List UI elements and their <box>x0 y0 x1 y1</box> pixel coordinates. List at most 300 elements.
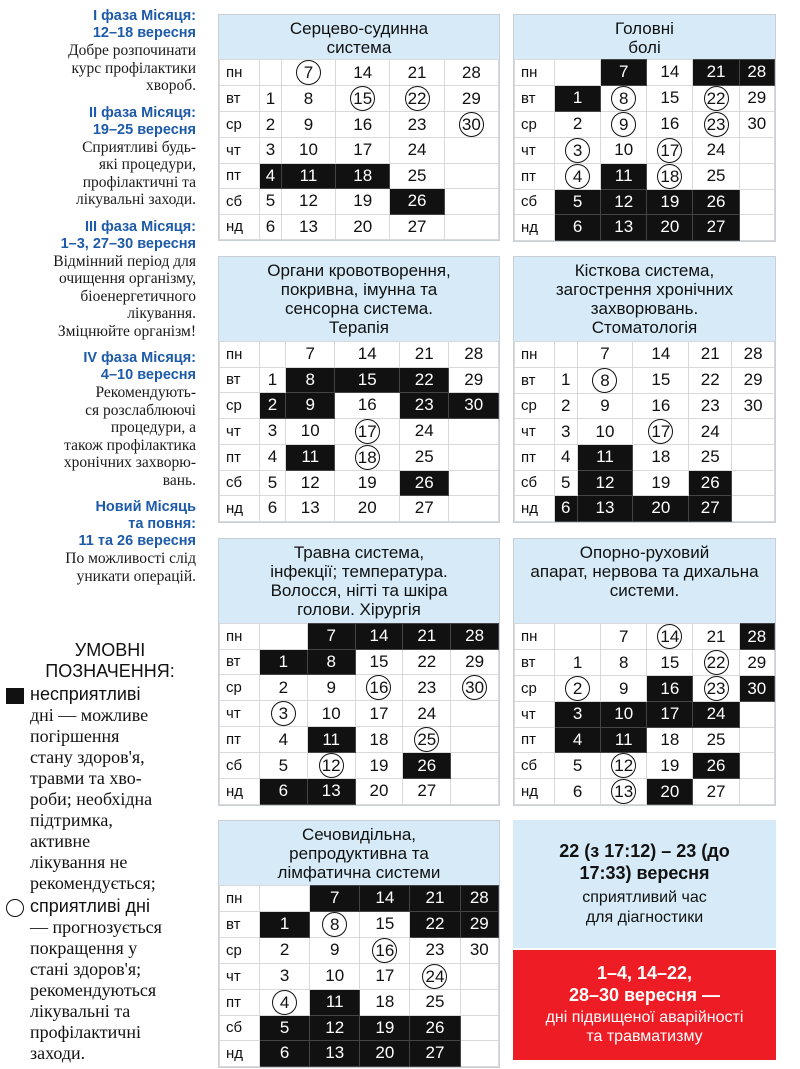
calendar-day-cell <box>260 989 310 1015</box>
calendar-day-cell <box>285 342 334 368</box>
legend-unfavorable <box>0 684 200 894</box>
calendar-day-cell <box>336 189 390 215</box>
calendar-day-cell <box>732 496 775 522</box>
calendar-day-cell <box>335 496 400 522</box>
day-number: 30 <box>464 395 484 415</box>
weekday-label: ср <box>220 112 260 138</box>
day-number: 3 <box>271 701 296 726</box>
calendar-day-cell <box>693 60 739 86</box>
day-number: 12 <box>300 472 320 492</box>
day-number: 17 <box>355 419 380 444</box>
weekday-label: сб <box>220 470 260 496</box>
day-number: 14 <box>657 624 682 649</box>
calendar-row <box>515 470 775 496</box>
day-number: 17 <box>369 703 389 723</box>
day-number: 20 <box>660 217 680 237</box>
day-number: 12 <box>595 472 615 492</box>
calendar-day-cell <box>577 342 633 368</box>
calendar-row <box>515 215 775 241</box>
calendar-day-cell <box>739 60 774 86</box>
calendar-day-cell <box>360 911 410 937</box>
day-number: 2 <box>278 677 289 697</box>
calendar-day-cell <box>281 60 335 86</box>
calendar-day-cell <box>260 342 286 368</box>
day-number: 20 <box>357 498 377 518</box>
calendar-day-cell <box>647 137 693 163</box>
calendar-day-cell <box>260 1041 310 1067</box>
calendar-day-cell <box>310 989 360 1015</box>
weekday-label: сб <box>220 189 260 215</box>
day-number: 8 <box>305 369 315 389</box>
day-number: 19 <box>660 191 680 211</box>
table-headaches <box>513 14 776 242</box>
day-number: 14 <box>353 62 373 82</box>
table-hematopoiesis-therapy <box>218 256 500 523</box>
calendar-day-cell <box>360 1041 410 1067</box>
calendar-day-cell <box>281 163 335 189</box>
calendar-day-cell <box>451 701 499 727</box>
day-number: 5 <box>572 191 583 211</box>
calendar-grid <box>514 623 775 805</box>
calendar-day-cell <box>601 702 647 728</box>
calendar-row <box>515 60 775 86</box>
calendar-day-cell <box>601 137 647 163</box>
day-number: 5 <box>279 1017 290 1037</box>
calendar-grid <box>219 885 499 1067</box>
calendar-row <box>220 1015 499 1041</box>
day-number: 30 <box>462 675 487 700</box>
day-number: 16 <box>660 114 680 133</box>
calendar-day-cell <box>693 111 739 137</box>
calendar-day-cell <box>732 393 775 419</box>
day-number: 2 <box>267 395 278 415</box>
weekday-label: пн <box>220 342 260 368</box>
calendar-day-cell <box>647 189 693 215</box>
table-title: Головні болі <box>514 15 775 59</box>
calendar-day-cell <box>555 650 601 676</box>
day-number: 17 <box>660 704 680 724</box>
weekday-label: пн <box>515 624 555 650</box>
weekday-label: чт <box>515 419 555 445</box>
calendar-grid <box>514 341 775 522</box>
day-number: 12 <box>319 753 344 778</box>
day-number: 11 <box>325 992 344 1011</box>
moon-phase-2 <box>0 105 196 209</box>
calendar-day-cell <box>739 111 774 137</box>
calendar-day-cell <box>451 624 499 650</box>
calendar-row <box>515 650 775 676</box>
day-number: 21 <box>407 62 427 82</box>
day-number: 30 <box>747 114 767 133</box>
calendar-day-cell <box>451 727 499 753</box>
calendar-row <box>515 163 775 189</box>
calendar-day-cell <box>732 367 775 393</box>
day-number: 1 <box>572 652 583 672</box>
weekday-label: пт <box>220 727 260 753</box>
calendar-day-cell <box>260 675 308 701</box>
calendar-row <box>220 470 499 496</box>
phase-title: II фаза Місяця: 19–25 вересня <box>89 104 196 138</box>
calendar-row <box>220 444 499 470</box>
calendar-day-cell <box>601 85 647 111</box>
phase-text: Добре розпочинати курс профілактики хвороб. <box>68 42 196 94</box>
day-number: 15 <box>369 651 389 671</box>
calendar-day-cell <box>403 779 451 805</box>
calendar-day-cell <box>601 650 647 676</box>
calendar-row <box>220 1041 499 1067</box>
calendar-day-cell <box>689 367 732 393</box>
day-number: 4 <box>561 447 571 467</box>
calendar-day-cell <box>577 419 633 445</box>
calendar-day-cell <box>577 496 633 522</box>
day-number: 19 <box>651 472 671 492</box>
day-number: 29 <box>743 370 763 389</box>
calendar-row <box>220 779 499 805</box>
calendar-day-cell <box>647 753 693 779</box>
day-number: 25 <box>414 727 439 752</box>
day-number: 7 <box>619 62 629 82</box>
calendar-day-cell <box>260 163 282 189</box>
day-number: 9 <box>600 395 610 415</box>
calendar-day-cell <box>285 496 334 522</box>
calendar-day-cell <box>693 624 739 650</box>
day-number: 8 <box>592 368 617 393</box>
calendar-row <box>515 419 775 445</box>
calendar-day-cell <box>739 753 774 779</box>
calendar-day-cell <box>360 886 410 912</box>
day-number: 16 <box>353 114 373 134</box>
calendar-row <box>515 137 775 163</box>
calendar-row <box>515 727 775 753</box>
calendar-day-cell <box>451 753 499 779</box>
calendar-day-cell <box>460 1041 498 1067</box>
day-number: 2 <box>279 940 290 959</box>
day-number: 6 <box>265 216 276 236</box>
calendar-day-cell <box>260 470 286 496</box>
calendar-day-cell <box>444 138 498 164</box>
calendar-day-cell <box>400 393 449 419</box>
day-number: 18 <box>355 445 380 470</box>
calendar-day-cell <box>444 214 498 240</box>
day-number: 29 <box>747 652 767 672</box>
calendar-day-cell <box>360 963 410 989</box>
day-number: 22 <box>704 650 729 675</box>
day-number: 10 <box>321 703 341 723</box>
calendar-day-cell <box>647 702 693 728</box>
day-number: 11 <box>322 729 341 749</box>
day-number: 13 <box>611 779 636 804</box>
day-number: 17 <box>353 140 373 160</box>
day-number: 28 <box>465 626 485 646</box>
calendar-day-cell <box>555 163 601 189</box>
calendar-day-cell <box>449 342 499 368</box>
day-number: 18 <box>375 992 395 1011</box>
calendar-day-cell <box>739 189 774 215</box>
phase-text: Сприятливі будь- які процедури, профілактичні та лікувальні заходи. <box>75 138 196 208</box>
day-number: 30 <box>743 395 763 415</box>
calendar-row <box>515 367 775 393</box>
moon-phases-column <box>0 8 196 595</box>
day-number: 1 <box>278 651 289 671</box>
calendar-day-cell <box>390 214 444 240</box>
calendar-day-cell <box>260 911 310 937</box>
weekday-label: пн <box>515 342 555 368</box>
calendar-row <box>220 138 499 164</box>
calendar-day-cell <box>403 649 451 675</box>
calendar-row <box>515 445 775 471</box>
weekday-label: вт <box>515 650 555 676</box>
circle-icon <box>6 899 24 917</box>
calendar-day-cell <box>400 470 449 496</box>
day-number: 15 <box>651 370 671 389</box>
table-title: Органи кровотворення, покривна, імунна та сенсорна система. Терапія <box>219 257 499 341</box>
calendar-day-cell <box>260 727 308 753</box>
calendar-day-cell <box>693 650 739 676</box>
day-number: 22 <box>405 86 430 111</box>
table-title: Сечовидільна, репродуктивна та лімфатична системи <box>219 821 499 885</box>
calendar-day-cell <box>739 137 774 163</box>
calendar-day-cell <box>335 418 400 444</box>
calendar-day-cell <box>601 624 647 650</box>
day-number: 10 <box>614 704 634 724</box>
weekday-label: чт <box>220 963 260 989</box>
calendar-day-cell <box>739 727 774 753</box>
weekday-label: сб <box>515 189 555 215</box>
weekday-label: ср <box>220 937 260 963</box>
table-title: Травна система, інфекції; температура. Волосся, нігті та шкіра голови. Хірургія <box>219 539 499 623</box>
calendar-day-cell <box>260 937 310 963</box>
calendar-day-cell <box>693 676 739 702</box>
day-number: 20 <box>375 1043 395 1063</box>
day-number: 19 <box>353 191 373 211</box>
calendar-row <box>515 393 775 419</box>
calendar-day-cell <box>460 989 498 1015</box>
calendar-day-cell <box>555 753 601 779</box>
calendar-day-cell <box>633 342 689 368</box>
calendar-day-cell <box>633 393 689 419</box>
calendar-day-cell <box>335 470 400 496</box>
calendar-day-cell <box>403 727 451 753</box>
diagnostics-text: сприятливий час для діагностики <box>582 889 707 926</box>
calendar-row <box>220 753 499 779</box>
calendar-day-cell <box>577 367 633 393</box>
calendar-day-cell <box>336 86 390 112</box>
day-number: 1 <box>267 369 278 389</box>
day-number: 5 <box>278 755 289 775</box>
day-number: 30 <box>747 678 767 698</box>
day-number: 23 <box>700 395 720 415</box>
calendar-day-cell <box>400 342 449 368</box>
calendar-day-cell <box>555 496 578 522</box>
day-number: 18 <box>369 729 389 749</box>
calendar-day-cell <box>555 85 601 111</box>
day-number: 13 <box>614 217 634 237</box>
calendar-day-cell <box>689 342 732 368</box>
calendar-day-cell <box>355 779 403 805</box>
calendar-day-cell <box>307 675 355 701</box>
day-number: 16 <box>372 938 397 963</box>
calendar-row <box>220 911 499 937</box>
weekday-label: вт <box>220 911 260 937</box>
day-number: 8 <box>619 652 629 672</box>
day-number: 10 <box>300 421 320 440</box>
day-number: 11 <box>596 447 614 467</box>
calendar-day-cell <box>577 470 633 496</box>
table-cardiovascular <box>218 14 500 241</box>
day-number: 28 <box>743 344 763 364</box>
calendar-day-cell <box>647 624 693 650</box>
weekday-label: чт <box>220 418 260 444</box>
calendar-day-cell <box>601 60 647 86</box>
calendar-day-cell <box>260 963 310 989</box>
calendar-day-cell <box>410 963 460 989</box>
calendar-day-cell <box>460 1015 498 1041</box>
day-number: 17 <box>657 138 682 163</box>
day-number: 7 <box>619 626 629 646</box>
calendar-day-cell <box>555 393 578 419</box>
calendar-day-cell <box>739 650 774 676</box>
weekday-label: нд <box>220 1041 260 1067</box>
day-number: 3 <box>565 138 590 163</box>
calendar-day-cell <box>355 649 403 675</box>
day-number: 15 <box>375 914 395 933</box>
calendar-day-cell <box>260 779 308 805</box>
day-number: 1 <box>279 914 290 933</box>
day-number: 27 <box>706 781 726 801</box>
day-number: 20 <box>660 781 680 801</box>
calendar-day-cell <box>360 1015 410 1041</box>
day-number: 23 <box>425 940 445 959</box>
diagnostics-box <box>513 820 776 948</box>
day-number: 5 <box>265 191 276 211</box>
moon-phase-new-full <box>0 499 196 585</box>
calendar-day-cell <box>307 779 355 805</box>
calendar-day-cell <box>260 496 286 522</box>
day-number: 2 <box>561 395 571 415</box>
calendar-row <box>220 701 499 727</box>
calendar-day-cell <box>555 111 601 137</box>
weekday-label: нд <box>515 215 555 241</box>
calendar-day-cell <box>355 624 403 650</box>
calendar-day-cell <box>307 727 355 753</box>
calendar-day-cell <box>336 138 390 164</box>
day-number: 28 <box>461 62 481 82</box>
calendar-day-cell <box>281 86 335 112</box>
calendar-day-cell <box>555 702 601 728</box>
calendar-row <box>220 393 499 419</box>
calendar-day-cell <box>449 470 499 496</box>
day-number: 1 <box>561 370 571 389</box>
calendar-day-cell <box>400 367 449 393</box>
day-number: 23 <box>704 112 729 137</box>
calendar-day-cell <box>739 779 774 805</box>
weekday-label: сб <box>515 753 555 779</box>
calendar-day-cell <box>307 624 355 650</box>
calendar-day-cell <box>400 496 449 522</box>
calendar-day-cell <box>577 445 633 471</box>
day-number: 22 <box>414 369 434 389</box>
calendar-grid <box>514 59 775 241</box>
calendar-day-cell <box>281 138 335 164</box>
phase-title: I фаза Місяця: 12–18 вересня <box>92 8 196 41</box>
calendar-row <box>220 60 499 86</box>
calendar-day-cell <box>555 419 578 445</box>
day-number: 4 <box>267 447 278 466</box>
phase-title: III фаза Місяця: 1–3, 27–30 вересня <box>60 218 196 252</box>
day-number: 21 <box>700 344 720 364</box>
calendar-day-cell <box>260 418 286 444</box>
day-number: 3 <box>265 140 276 160</box>
day-number: 4 <box>572 729 583 749</box>
day-number: 23 <box>414 395 434 415</box>
table-urinary-reproductive <box>218 820 500 1068</box>
calendar-day-cell <box>689 496 732 522</box>
calendar-row <box>515 624 775 650</box>
day-number: 19 <box>375 1017 395 1037</box>
calendar-day-cell <box>355 727 403 753</box>
calendar-day-cell <box>390 60 444 86</box>
calendar-day-cell <box>449 444 499 470</box>
calendar-day-cell <box>260 701 308 727</box>
calendar-day-cell <box>647 85 693 111</box>
day-number: 8 <box>326 651 336 671</box>
day-number: 4 <box>265 165 276 185</box>
calendar-day-cell <box>693 85 739 111</box>
calendar-day-cell <box>335 393 400 419</box>
day-number: 8 <box>611 86 636 111</box>
accident-risk-box <box>513 950 776 1060</box>
day-number: 3 <box>572 704 583 724</box>
day-number: 19 <box>357 472 377 492</box>
calendar-day-cell <box>335 444 400 470</box>
day-number: 28 <box>469 888 489 908</box>
day-number: 16 <box>357 395 377 415</box>
calendar-day-cell <box>451 675 499 701</box>
calendar-day-cell <box>601 727 647 753</box>
day-number: 15 <box>660 652 680 672</box>
calendar-row <box>220 937 499 963</box>
day-number: 14 <box>369 626 389 646</box>
table-title: Опорно-руховий апарат, нервова та дихальна системи. <box>514 539 775 623</box>
day-number: 7 <box>600 344 610 364</box>
day-number: 28 <box>747 626 767 646</box>
day-number: 6 <box>279 1043 290 1063</box>
phase-text: Відмінний період для очищення організму, біоенергетичного лікування. Зміцнюйте організм! <box>53 252 196 340</box>
day-number: 9 <box>305 395 315 415</box>
calendar-day-cell <box>410 911 460 937</box>
weekday-label: нд <box>515 496 555 522</box>
weekday-label: ср <box>515 676 555 702</box>
calendar-day-cell <box>689 419 732 445</box>
weekday-label: пт <box>515 163 555 189</box>
calendar-row <box>220 496 499 522</box>
day-number: 21 <box>706 626 726 646</box>
day-number: 7 <box>296 60 321 85</box>
calendar-day-cell <box>689 393 732 419</box>
weekday-label: пт <box>515 445 555 471</box>
calendar-day-cell <box>647 727 693 753</box>
day-number: 6 <box>278 781 289 801</box>
calendar-day-cell <box>281 112 335 138</box>
day-number: 15 <box>357 369 377 389</box>
day-number: 24 <box>414 421 434 440</box>
weekday-label: нд <box>220 214 260 240</box>
day-number: 26 <box>706 755 726 775</box>
day-number: 11 <box>301 447 320 466</box>
calendar-day-cell <box>260 1015 310 1041</box>
calendar-day-cell <box>460 886 498 912</box>
day-number: 15 <box>350 86 375 111</box>
